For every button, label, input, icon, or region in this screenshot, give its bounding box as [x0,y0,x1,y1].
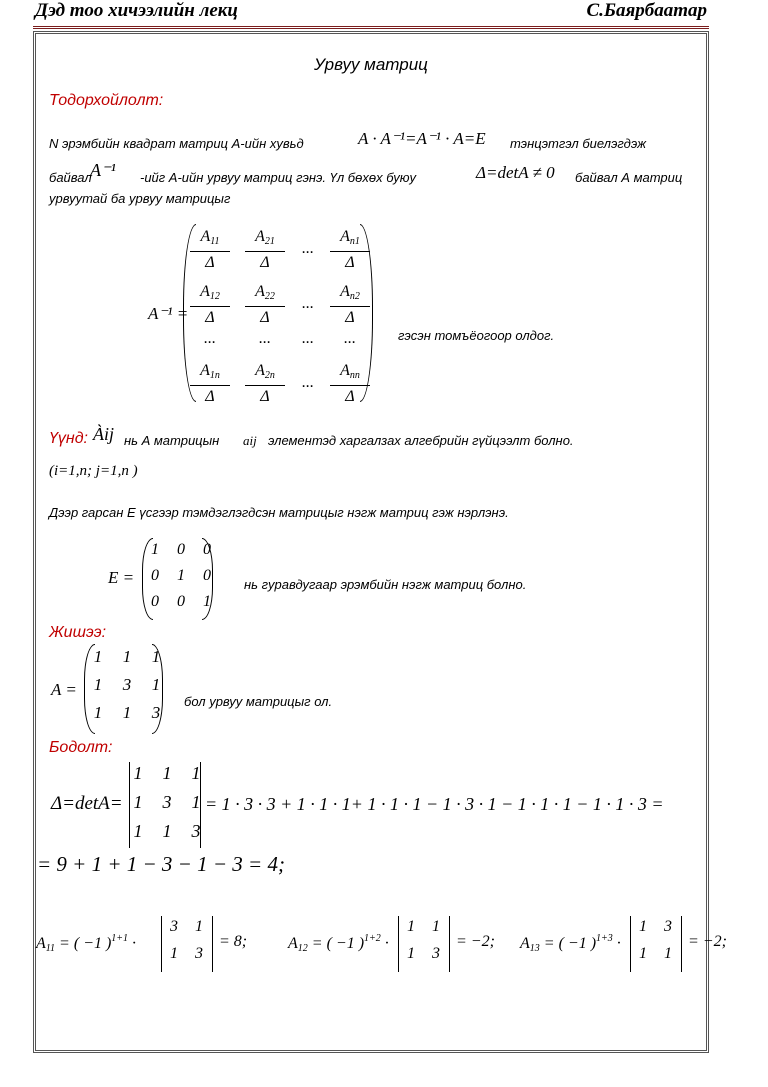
det-cell: 1 [191,792,201,812]
inverse-cell: ... [302,295,314,312]
identity-text: нь гуравдугаар эрэмбийн нэгж матриц болно. [244,577,527,592]
cofactor-cell: 1 [432,918,440,935]
identity-cell: 1 [203,593,211,610]
cofactor-name: $A_{12}$ = ( −1 )$^{1+2}$ · [288,933,389,954]
det-cell: 1 [162,821,172,841]
identity-cell: 0 [177,541,185,558]
det-cell: 1 [133,763,143,783]
cofactor-value: = −2; [456,933,495,950]
note-sym: Àij [93,424,114,444]
cofactor-value: = −2; [688,933,727,950]
note-label: Үүнд: [49,430,88,447]
identity-cell: 0 [177,593,185,610]
cofactor-value: = 8; [219,933,248,950]
inverse-cell: ... [302,374,314,391]
inverse-cell: $\frac{A_{22}}{\Delta}$ [245,283,285,329]
para1-e: байвал А матриц [575,170,683,185]
inverse-cell: $\frac{A_{1n}}{\Delta}$ [190,362,230,408]
inverse-cell: $\frac{A_{21}}{\Delta}$ [245,228,285,274]
cofactor-cell: 1 [639,945,647,962]
cofactor-cell: 1 [639,918,647,935]
identity-lhs: E = [108,568,135,587]
page-title: Урвуу матриц [314,55,428,74]
identity-cell: 0 [203,541,211,558]
cofactor-cell: 3 [170,918,178,935]
example-cell: 1 [122,703,132,722]
header-right: С.Баярбаатар [586,0,707,21]
para1-formula: A · A⁻¹=A⁻¹ · A=E [358,129,486,148]
example-heading: Жишээ: [49,624,107,641]
inverse-cell: ... [259,330,271,347]
example-cell: 3 [122,675,132,694]
cofactor-name: $A_{13}$ = ( −1 )$^{1+3}$ · [520,933,621,954]
definition-heading: Тодорхойлолт: [49,92,164,109]
inverse-cell: $\frac{A_{12}}{\Delta}$ [190,283,230,329]
solution-heading: Бодолт: [49,739,113,756]
cofactor-cell: 1 [664,945,672,962]
det-result: = 9 + 1 + 1 − 3 − 1 − 3 = 4; [37,852,285,876]
page-header [33,0,709,29]
header-left: Дэд тоо хичээлийн лекц [35,0,238,21]
det-cell: 1 [191,763,201,783]
inverse-cell: ... [302,330,314,347]
identity-cell: 1 [177,567,185,584]
note-range: (i=1,n; j=1,n ) [49,463,138,479]
para1-c: байвал [49,170,92,185]
identity-cell: 1 [151,541,159,558]
cofactor-cell: 1 [195,918,203,935]
note-text2: элементэд харгалзах алгебрийн гүйцээлт болно. [268,433,574,448]
example-lhs: A = [51,680,77,699]
cofactor-cell: 1 [407,918,415,935]
example-cell: 1 [151,647,161,666]
inverse-cell: $\frac{A_{2n}}{\Delta}$ [245,362,285,408]
cofactor-cell: 3 [195,945,203,962]
para1-d: -ийг А-ийн урвуу матриц гэнэ. Үл бөхөх буюу [140,170,416,185]
para1-f: урвуутай ба урвуу матрицыг [49,191,231,206]
det-cell: 1 [133,821,143,841]
det-cell: 3 [191,821,201,841]
det-lhs: Δ=detA= [51,793,123,814]
inverse-cell: $A_{nn}$ Δ [330,362,370,408]
example-text: бол урвуу матрицыг ол. [184,694,333,709]
identity-cell: 0 [203,567,211,584]
cofactor-cell: 1 [407,945,415,962]
para1-a: N эрэмбийн квадрат матриц А-ийн хувьд [49,136,304,151]
para1-b: тэнцэтгэл биелэгдэж [510,136,647,151]
example-cell: 1 [122,647,132,666]
example-cell: 1 [93,703,103,722]
inverse-cell: $\frac{A_{n1}}{\Delta}$ [330,228,370,274]
inverse-cell: $\frac{A_{11}}{\Delta}$ [190,228,230,274]
inverse-cell: ... [344,330,356,347]
det-expansion: = 1 · 3 · 3 + 1 · 1 · 1+ 1 · 1 · 1 − 1 · 3 · 1 − 1 · 1 · 1 − 1 · 1 · 3 = [205,794,664,814]
identity-cell: 0 [151,593,159,610]
inverse-lhs: A⁻¹ = [148,304,189,323]
identity-intro: Дээр гарсан Е үсгээр тэмдэглэгдсэн матрицыг нэгж матриц гэж нэрлэнэ. [49,505,509,520]
det-cell: 1 [133,792,143,812]
cofactor-name: $A_{11}$ = ( −1 )$^{1+1}$ · [36,933,137,954]
example-cell: 1 [93,647,103,666]
inverse-cell: $\frac{A_{n2}}{\Delta}$ [330,283,370,329]
note-text1: нь А матрицын [124,433,220,448]
example-cell: 3 [151,703,161,722]
para1-inv: A⁻¹ [90,160,116,180]
cofactor-cell: 3 [432,945,440,962]
para1-cond: Δ=detA ≠ 0 [476,163,555,182]
identity-cell: 0 [151,567,159,584]
note-aij: aij [243,433,257,448]
cofactor-cell: 3 [664,918,672,935]
inverse-cell: ... [204,330,216,347]
det-cell: 1 [162,763,172,783]
cofactor-cell: 1 [170,945,178,962]
example-cell: 1 [93,675,103,694]
det-cell: 3 [162,792,172,812]
inverse-cell: ... [302,240,314,257]
inverse-tail: гэсэн томъёогоор олдог. [398,328,555,343]
example-cell: 1 [151,675,161,694]
